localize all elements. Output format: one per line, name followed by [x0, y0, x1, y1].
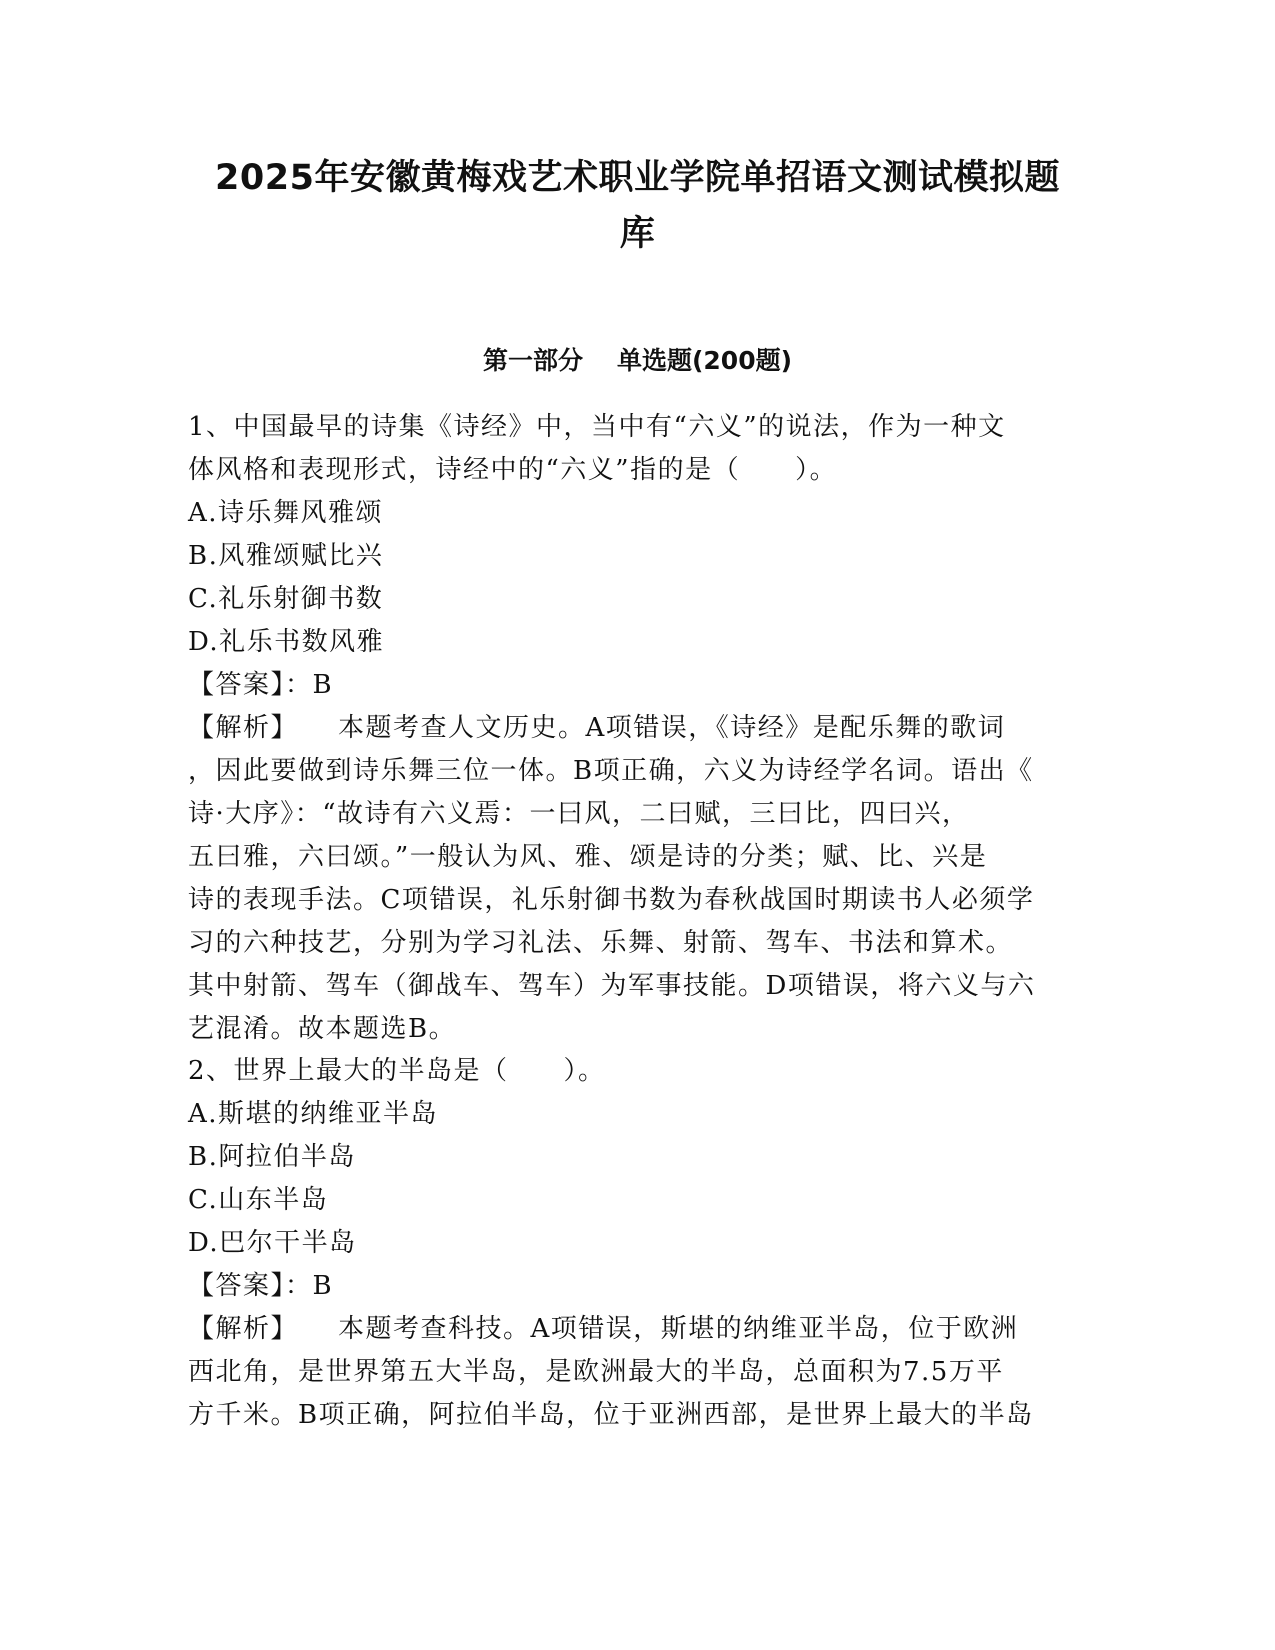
- option-b: B.风雅颂赋比兴: [188, 541, 384, 571]
- answer-line: [188, 664, 1088, 707]
- analysis-line: ，因此要做到诗乐舞三位一体。B项正确，六义为诗经学名词。语出《: [188, 756, 1034, 786]
- document-title: [150, 150, 1125, 262]
- analysis-line: 其中射箭、驾车（御战车、驾车）为军事技能。D项错误，将六义与六: [188, 971, 1036, 1001]
- question-stem: 1、中国最早的诗集《诗经》中，当中有“六义”的说法，作为一种文: [188, 412, 1006, 442]
- option-c: C.礼乐射御书数: [188, 584, 384, 614]
- analysis-line: [188, 707, 1088, 750]
- analysis-line: 艺混淆。故本题选B。: [188, 1014, 457, 1044]
- document-title-line-1: 2025年安徽黄梅戏艺术职业学院单招语文测试模拟题: [215, 158, 1060, 198]
- analysis-line: 西北角，是世界第五大半岛，是欧洲最大的半岛，总面积为7.5万平: [188, 1357, 1004, 1387]
- analysis-line: 习的六种技艺，分别为学习礼法、乐舞、射箭、驾车、书法和算术。: [188, 928, 1014, 958]
- document-title-line-2: 库: [619, 214, 656, 254]
- analysis-text: 本题考查科技。A项错误，斯堪的纳维亚半岛，位于欧洲: [338, 1314, 1019, 1344]
- section-heading: [150, 344, 1125, 378]
- answer-value: B: [312, 670, 334, 700]
- answer-label: 【答案】：: [188, 670, 313, 700]
- question-stem: 2、世界上最大的半岛是（ ）。: [188, 1056, 606, 1086]
- analysis-line: 五曰雅，六曰颂。”一般认为风、雅、颂是诗的分类；赋、比、兴是: [188, 842, 988, 872]
- option-d: D.礼乐书数风雅: [188, 627, 385, 657]
- option-a: A.诗乐舞风雅颂: [188, 498, 384, 528]
- option-a: A.斯堪的纳维亚半岛: [188, 1099, 439, 1129]
- section-name: 单选题(200题): [616, 346, 793, 375]
- section-part: 第一部分: [482, 346, 583, 375]
- option-d: D.巴尔干半岛: [188, 1228, 357, 1258]
- analysis-line: 方千米。B项正确，阿拉伯半岛，位于亚洲西部，是世界上最大的半岛: [188, 1400, 1034, 1430]
- answer-label: 【答案】：: [188, 1271, 313, 1301]
- answer-value: B: [312, 1271, 334, 1301]
- question-2: [188, 1050, 1088, 1437]
- option-c: C.山东半岛: [188, 1185, 329, 1215]
- question-1: [188, 406, 1088, 1051]
- question-stem: 体风格和表现形式，诗经中的“六义”指的是（ ）。: [188, 455, 838, 485]
- analysis-label: 【解析】: [188, 1314, 299, 1344]
- analysis-line: 诗的表现手法。C项错误，礼乐射御书数为春秋战国时期读书人必须学: [188, 885, 1035, 915]
- analysis-text: 本题考查人文历史。A项错误，《诗经》是配乐舞的歌词: [338, 713, 1006, 743]
- analysis-label: 【解析】: [188, 713, 299, 743]
- analysis-line: 诗·大序》：“故诗有六义焉：一曰风，二曰赋，三曰比，四曰兴，: [188, 799, 970, 829]
- analysis-line: [188, 1308, 1088, 1351]
- option-b: B.阿拉伯半岛: [188, 1142, 356, 1172]
- answer-line: [188, 1265, 1088, 1308]
